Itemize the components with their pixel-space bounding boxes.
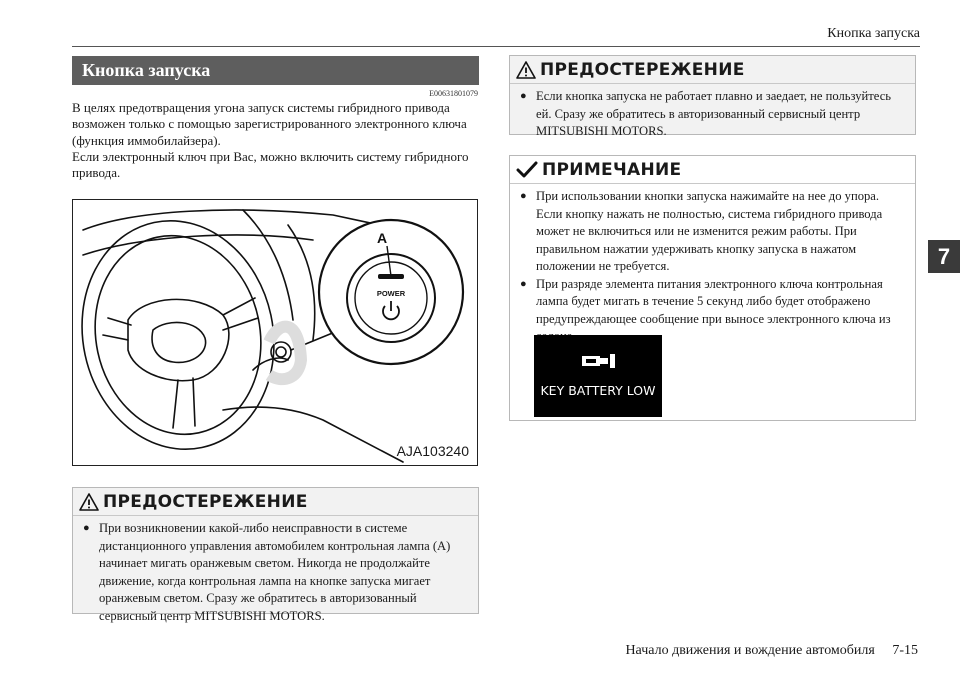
- warning-triangle-icon: [79, 493, 99, 511]
- chapter-tab: 7: [928, 240, 960, 273]
- note-header: [510, 156, 915, 184]
- note-text: При разряде элемента питания электронного ключа контрольная лампа будет мигать в течение 5 секунд либо будет отображено предупреждающее сообщение при выносе электронного ключа из: [536, 276, 891, 326]
- callout-label: A: [377, 230, 388, 246]
- intro-paragraph: Если электронный ключ при Вас, можно включить систему гибридного привода.: [72, 148, 469, 181]
- warning-text: Если кнопка запуска не работает плавно и заедает, не пользуйтесь ей. Сразу же обратитесь в авторизованный сервисный центр MITSUBISHI MOTORS.: [536, 89, 892, 138]
- power-button-figure: [72, 199, 478, 466]
- intro-text: [72, 100, 480, 181]
- warning-text: При возникновении какой-либо неисправности в системе дистанционного управления автомобилем контрольная лампа (A) начинает мигать оранжевым светом. Никогда не продолжайте движение, когда контрольная лампа на кнопке запуска мигает оранжевым светом. Сразу же обратитесь в авторизованный сервисный центр MITSUBISHI MOTORS.: [99, 521, 451, 623]
- checkmark-icon: [516, 161, 538, 179]
- header-divider: [72, 46, 920, 47]
- bullet-icon: ●: [520, 90, 527, 102]
- warning-title: ПРЕДОСТЕРЕЖЕНИЕ: [103, 491, 308, 512]
- warning-header: [73, 488, 478, 516]
- section-title: Кнопка запуска: [72, 56, 479, 85]
- warning-box-right: [509, 55, 916, 138]
- key-battery-low-message: KEY BATTERY LOW: [540, 383, 656, 398]
- list-item: [83, 520, 470, 625]
- note-text: При использовании кнопки запуска нажимайте на нее до упора. Если кнопку нажать не полностью, система гибридного привода может не включиться или не изменится режим работы. При правильном нажатии удерживать кнопку запуска в нажатом положении не требуется.: [536, 189, 883, 273]
- page-footer: Начало движения и вождение автомобиля 7-15: [625, 643, 918, 658]
- bullet-icon: ●: [520, 190, 527, 202]
- list-item: [520, 188, 907, 276]
- warning-triangle-icon: [516, 61, 536, 79]
- running-header: Кнопка запуска: [827, 26, 920, 41]
- key-icon: [582, 353, 616, 369]
- warning-title: ПРЕДОСТЕРЕЖЕНИЕ: [540, 59, 745, 80]
- figure-code: AJA103240: [396, 443, 469, 459]
- bullet-icon: ●: [83, 522, 90, 534]
- power-label: POWER: [376, 289, 406, 298]
- steering-wheel-illustration: [73, 200, 478, 466]
- note-title: ПРИМЕЧАНИЕ: [542, 159, 682, 180]
- intro-paragraph: В целях предотвращения угона запуск системы гибридного привода возможен только с помощью зарегистрированного электронного ключа (функция иммобилайзера).: [72, 100, 467, 148]
- list-item: [520, 88, 907, 141]
- warning-box-left: [72, 487, 479, 623]
- bullet-icon: ●: [520, 277, 527, 290]
- warning-header: [510, 56, 915, 84]
- section-code: E00631801079: [429, 89, 478, 98]
- key-battery-low-display: [534, 335, 662, 417]
